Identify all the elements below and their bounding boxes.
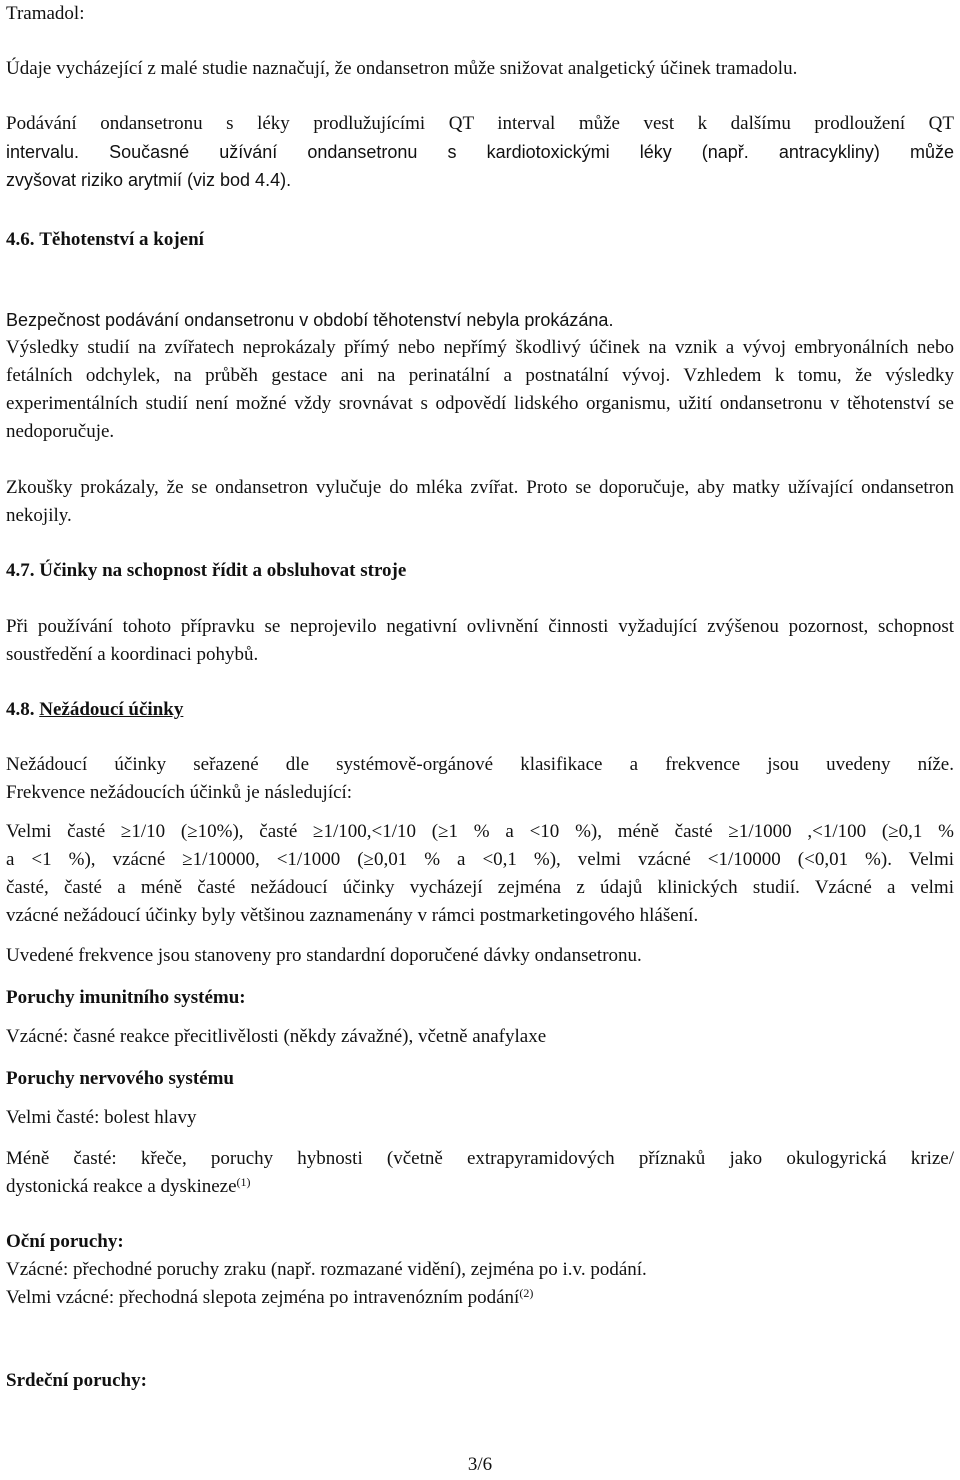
cardiac-heading: Srdeční poruchy: (6, 1370, 147, 1391)
section-title: Účinky na schopnost řídit a obsluhovat stroje (39, 560, 407, 581)
frequency-paragraph (6, 818, 954, 930)
lactation-paragraph: Zkoušky prokázaly, že se ondansetron vylučuje do mléka zvířat. Proto se doporučuje, aby matky užívající ondansetron nekojily. (6, 477, 954, 526)
page-number: 3/6 (467, 1454, 493, 1475)
frequency-line-3: časté, časté a méně časté nežádoucí účinky vycházejí zejména z údajů klinických studií. Vzácné a velmi (6, 877, 954, 898)
eye-text-1: Vzácné: přechodné poruchy zraku (např. rozmazané vidění), zejména po i.v. podání. (6, 1259, 647, 1280)
nervous-text-2 (6, 1145, 954, 1201)
adverse-intro-line-1: Nežádoucí účinky seřazené dle systémově-orgánové klasifikace a frekvence jsou uvedeny níže. (6, 754, 954, 775)
section-4-6-heading (6, 226, 954, 254)
qt-line-2: intervalu. Současné užívání ondansetronu s kardiotoxickými léky (např. antracykliny) může (6, 142, 954, 162)
adverse-intro (6, 751, 954, 807)
immune-heading: Poruchy imunitního systému: (6, 987, 246, 1008)
nervous-text-2-line-2 (6, 1173, 954, 1201)
frequency-line-4: vzácné nežádoucí účinky byly většinou zaznamenány v rámci postmarketingového hlášení. (6, 905, 699, 926)
nervous-heading: Poruchy nervového systému (6, 1068, 234, 1089)
section-title: Nežádoucí účinky (39, 699, 184, 720)
eye-text-2-text: Velmi vzácné: přechodná slepota zejména po intravenózním podání (6, 1287, 520, 1308)
nervous-text-1: Velmi časté: bolest hlavy (6, 1107, 197, 1128)
frequency-line-1: Velmi časté ≥1/10 (≥10%), časté ≥1/100,<1/10 (≥1 % a <10 %), méně časté ≥1/1000 ,<1/100 (≥0,1 % (6, 821, 954, 842)
section-number: 4.6. (6, 229, 35, 250)
section-number: 4.7. (6, 560, 35, 581)
footnote-ref-1: (1) (236, 1175, 251, 1189)
tramadol-text: Údaje vycházející z malé studie naznačují, že ondansetron může snižovat analgetický účinek tramadolu. (6, 58, 798, 79)
adverse-intro-line-2: Frekvence nežádoucích účinků je následující: (6, 782, 353, 803)
qt-line-3: zvyšovat riziko arytmií (viz bod 4.4). (6, 170, 292, 190)
frequency-line-2: a <1 %), vzácné ≥1/10000, <1/1000 (≥0,01 % a <0,1 %), velmi vzácné <1/10000 (<0,01 %). Velmi (6, 849, 954, 870)
pregnancy-paragraph: Výsledky studií na zvířatech neprokázaly přímý nebo nepřímý škodlivý účinek na vznik a vývoj embryonálních nebo fetálních odchylek, na průběh gestace ani na perinatální a postnatální vývoj. Vzhledem k tomu, že výsledky experimentálních studií není možné vždy srovnávat s odpovědí lidského organismu, užití ondansetronu v těhotenství se nedoporučuje. (6, 337, 954, 442)
section-4-7-heading (6, 557, 954, 585)
section-title: Těhotenství a kojení (39, 229, 204, 250)
section-number: 4.8. (6, 699, 35, 720)
eye-heading: Oční poruchy: (6, 1231, 124, 1252)
driving-paragraph: Při používání tohoto přípravku se neprojevilo negativní ovlivnění činnosti vyžadující zvýšenou pozornost, schopnost soustředění a koordinaci pohybů. (6, 616, 954, 665)
tramadol-heading: Tramadol: (6, 3, 85, 24)
pregnancy-line-1: Bezpečnost podávání ondansetronu v období těhotenství nebyla prokázána. (6, 310, 614, 330)
footnote-ref-2: (2) (519, 1286, 534, 1300)
nervous-text-2-line-2-text: dystonická reakce a dyskineze (6, 1176, 237, 1197)
dose-note: Uvedené frekvence jsou stanoveny pro standardní doporučené dávky ondansetronu. (6, 945, 642, 966)
eye-text-2 (6, 1284, 954, 1312)
immune-text: Vzácné: časné reakce přecitlivělosti (někdy závažné), včetně anafylaxe (6, 1026, 547, 1047)
nervous-text-2-line-1: Méně časté: křeče, poruchy hybnosti (včetně extrapyramidových příznaků jako okulogyrická krize/ (6, 1148, 954, 1169)
qt-paragraph (6, 110, 954, 194)
section-4-8-heading (6, 696, 954, 724)
qt-line-1: Podávání ondansetronu s léky prodlužujícími QT interval může vest k dalšímu prodloužení QT (6, 113, 954, 134)
